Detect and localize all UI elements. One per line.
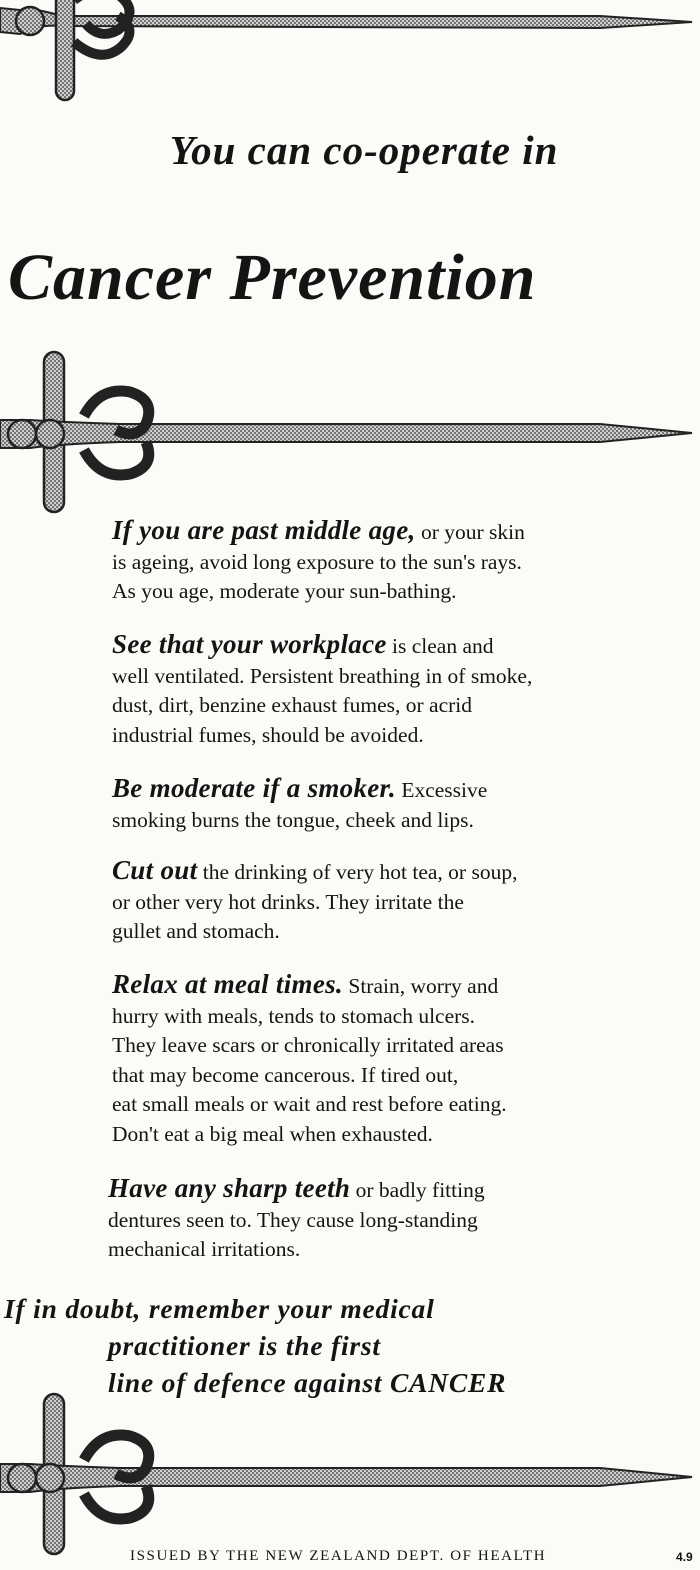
advice-lead-1: If you are past middle age, (112, 515, 416, 545)
advice-item-6 (108, 1174, 668, 1265)
advice-text-6-1: dentures seen to. They cause long-standing (108, 1207, 478, 1232)
advice-lead-4: Cut out (112, 855, 198, 885)
advice-text-3-0: Excessive (395, 778, 488, 802)
advice-text-4-0: the drinking of very hot tea, or soup, (197, 860, 518, 884)
advice-text-6-0: or badly fitting (350, 1178, 485, 1202)
issuer-footer: ISSUED BY THE NEW ZEALAND DEPT. OF HEALTH (130, 1548, 547, 1564)
sword-divider-middle (0, 350, 700, 520)
page-code: 4.9 (676, 1550, 693, 1564)
advice-text-5-3: that may become cancerous. If tired out, (112, 1062, 459, 1087)
advice-lead-6: Have any sharp teeth (108, 1173, 351, 1203)
advice-text-5-5: Don't eat a big meal when exhausted. (112, 1121, 433, 1146)
advice-text-1-0: or your skin (415, 520, 525, 544)
advice-item-3 (112, 774, 672, 835)
closing-line-3: line of defence against CANCER (108, 1367, 507, 1398)
advice-item-2 (112, 630, 672, 750)
advice-item-5 (112, 970, 672, 1149)
advice-lead-2: See that your workplace (112, 629, 387, 659)
advice-text-3-1: smoking burns the tongue, cheek and lips. (112, 807, 474, 832)
advice-text-1-1: is ageing, avoid long exposure to the sun's rays. (112, 549, 522, 574)
advice-item-1 (112, 516, 672, 607)
advice-text-1-2: As you age, moderate your sun-bathing. (112, 579, 457, 603)
closing-line-1: If in doubt, remember your medical (4, 1293, 435, 1324)
sword-divider-top (0, 0, 700, 110)
advice-lead-5: Relax at meal times. (112, 969, 343, 999)
advice-text-4-2: gullet and stomach. (112, 919, 280, 943)
advice-text-4-1: or other very hot drinks. They irritate the (112, 889, 464, 914)
sword-divider-bottom (0, 1392, 700, 1562)
advice-item-4 (112, 856, 672, 947)
advice-text-2-0: is clean and (386, 634, 494, 658)
advice-text-5-2: They leave scars or chronically irritated areas (112, 1033, 504, 1057)
advice-text-5-0: Strain, worry and (342, 974, 499, 998)
advice-lead-3: Be moderate if a smoker. (112, 773, 396, 803)
closing-line-2: practitioner is the first (108, 1330, 381, 1361)
advice-text-6-2: mechanical irritations. (108, 1237, 301, 1261)
advice-text-5-1: hurry with meals, tends to stomach ulcers. (112, 1003, 476, 1028)
advice-text-2-3: industrial fumes, should be avoided. (112, 722, 424, 747)
page-title: Cancer Prevention (8, 241, 537, 314)
advice-text-5-4: eat small meals or wait and rest before eating. (112, 1092, 507, 1116)
advice-text-2-2: dust, dirt, benzine exhaust fumes, or acrid (112, 693, 473, 717)
advice-text-2-1: well ventilated. Persistent breathing in of smoke, (112, 663, 533, 688)
subtitle: You can co-operate in (169, 127, 559, 173)
